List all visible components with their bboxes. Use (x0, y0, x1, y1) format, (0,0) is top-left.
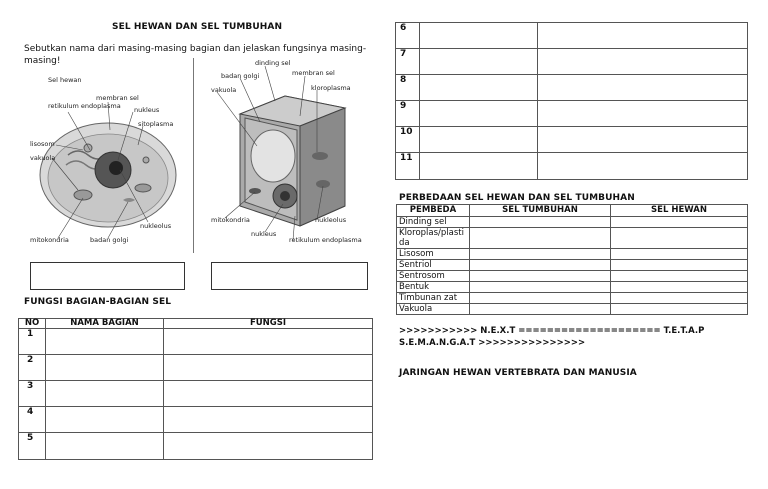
plant-label-membran: membran sel (292, 69, 335, 77)
sel-hewan-cell[interactable] (611, 282, 748, 293)
plant-label-vakuola: vakuola (211, 86, 237, 94)
row-number: 1 (19, 329, 46, 355)
label-sitoplasma: sitoplasma (138, 120, 174, 128)
header-fungsi: FUNGSI (164, 319, 373, 329)
sel-hewan-cell[interactable] (611, 217, 748, 228)
row-number: 2 (19, 355, 46, 381)
table-row (397, 260, 748, 271)
sel-hewan-cell[interactable] (611, 249, 748, 260)
table-row (396, 153, 748, 180)
plant-label-nukleus: nukleus (251, 230, 277, 238)
pembeda-cell: Sentriol (397, 260, 470, 271)
fungsi-cell[interactable] (538, 75, 748, 101)
row-number: 10 (396, 127, 420, 153)
nama-bagian-cell[interactable] (46, 407, 164, 433)
label-nukleus: nukleus (134, 106, 160, 114)
sel-hewan-cell[interactable] (611, 293, 748, 304)
row-number: 3 (19, 381, 46, 407)
plant-label-nukleolus: nukleolus (315, 216, 347, 224)
pembeda-cell: Timbunan zat (397, 293, 470, 304)
table-row (397, 217, 748, 228)
sel-hewan-cell[interactable] (611, 304, 748, 315)
row-number: 5 (19, 433, 46, 460)
sel-tumbuhan-cell[interactable] (470, 249, 611, 260)
table-row (396, 101, 748, 127)
fungsi-cell[interactable] (164, 381, 373, 407)
pembeda-cell: Kloroplas/plastida (397, 228, 470, 249)
answer-box-plant-cell[interactable] (211, 262, 368, 290)
row-number: 4 (19, 407, 46, 433)
plant-label-mitokondria: mitokondria (211, 216, 250, 224)
label-retikulum: retikulum endoplasma (48, 102, 121, 110)
nama-bagian-cell[interactable] (420, 153, 538, 180)
sel-tumbuhan-cell[interactable] (470, 271, 611, 282)
pembeda-cell: Bentuk (397, 282, 470, 293)
table-row (397, 228, 748, 249)
nama-bagian-cell[interactable] (46, 355, 164, 381)
nama-bagian-cell[interactable] (46, 433, 164, 460)
next-line-2: S.E.M.A.N.G.A.T >>>>>>>>>>>>>>> (399, 338, 586, 348)
sel-hewan-cell[interactable] (611, 228, 748, 249)
sel-tumbuhan-cell[interactable] (470, 260, 611, 271)
plant-cell-illustration (205, 56, 370, 256)
plant-label-golgi: badan golgi (221, 72, 260, 80)
table-row (397, 249, 748, 260)
instruction-text: Sebutkan nama dari masing-masing bagian dan jelaskan fungsinya masing-masing! (24, 44, 367, 66)
label-lisosom: lisosom (30, 140, 55, 148)
row-number: 7 (396, 49, 420, 75)
table-row (397, 282, 748, 293)
nama-bagian-cell[interactable] (420, 75, 538, 101)
nama-bagian-cell[interactable] (46, 329, 164, 355)
row-number: 9 (396, 101, 420, 127)
header-no: NO (19, 319, 46, 329)
label-vakuola: vakuola (30, 154, 56, 162)
header-sel-tumbuhan: SEL TUMBUHAN (470, 205, 611, 217)
table-row (397, 304, 748, 315)
table-row (396, 23, 748, 49)
table-row (19, 329, 373, 355)
section-perbedaan-heading: PERBEDAAN SEL HEWAN DAN SEL TUMBUHAN (399, 193, 635, 203)
table-row (397, 271, 748, 282)
fungsi-cell[interactable] (164, 355, 373, 381)
fungsi-cell[interactable] (164, 407, 373, 433)
table-row (19, 355, 373, 381)
fungsi-cell[interactable] (538, 49, 748, 75)
plant-label-retikulum: retikulum endoplasma (289, 236, 362, 244)
label-nukleolus: nukleolus (140, 222, 172, 230)
row-number: 6 (396, 23, 420, 49)
section-fungsi-heading: FUNGSI BAGIAN-BAGIAN SEL (24, 297, 172, 307)
table-row (397, 293, 748, 304)
sel-tumbuhan-cell[interactable] (470, 293, 611, 304)
nama-bagian-cell[interactable] (420, 101, 538, 127)
sel-hewan-cell[interactable] (611, 271, 748, 282)
sel-hewan-cell[interactable] (611, 260, 748, 271)
header-nama-bagian: NAMA BAGIAN (46, 319, 164, 329)
plant-label-kloroplasma: kloroplasma (311, 84, 351, 92)
table-row (19, 407, 373, 433)
image-divider (193, 58, 194, 253)
sel-tumbuhan-cell[interactable] (470, 282, 611, 293)
perbedaan-table (396, 204, 748, 315)
header-sel-hewan: SEL HEWAN (611, 205, 748, 217)
animal-cell-illustration (28, 70, 193, 250)
fungsi-cell[interactable] (538, 127, 748, 153)
animal-cell-heading: Sel hewan (48, 76, 82, 84)
fungsi-cell[interactable] (164, 329, 373, 355)
fungsi-cell[interactable] (164, 433, 373, 460)
fungsi-cell[interactable] (538, 101, 748, 127)
nama-bagian-cell[interactable] (420, 127, 538, 153)
row-number: 8 (396, 75, 420, 101)
label-membran: membran sel (96, 94, 139, 102)
next-topic: JARINGAN HEWAN VERTEBRATA DAN MANUSIA (399, 368, 637, 378)
pembeda-cell: Sentrosom (397, 271, 470, 282)
fungsi-table-continued (395, 22, 748, 180)
answer-box-animal-cell[interactable] (30, 262, 185, 290)
table-row (396, 75, 748, 101)
pembeda-cell: Dinding sel (397, 217, 470, 228)
header-pembeda: PEMBEDA (397, 205, 470, 217)
nama-bagian-cell[interactable] (46, 381, 164, 407)
label-badan-golgi: badan golgi (90, 236, 129, 244)
nama-bagian-cell[interactable] (420, 49, 538, 75)
pembeda-cell: Vakuola (397, 304, 470, 315)
fungsi-cell[interactable] (538, 23, 748, 49)
fungsi-cell[interactable] (538, 153, 748, 180)
table-row (396, 127, 748, 153)
sel-tumbuhan-cell[interactable] (470, 228, 611, 249)
page-title: SEL HEWAN DAN SEL TUMBUHAN (112, 22, 283, 32)
sel-tumbuhan-cell[interactable] (470, 304, 611, 315)
table-row (19, 381, 373, 407)
table-row (396, 49, 748, 75)
nama-bagian-cell[interactable] (420, 23, 538, 49)
pembeda-cell: Lisosom (397, 249, 470, 260)
table-row (19, 433, 373, 460)
next-line-1: >>>>>>>>>>> N.E.X.T ==================== T.E.T.A.P (399, 326, 705, 336)
row-number: 11 (396, 153, 420, 180)
label-mitokondria: mitokondria (30, 236, 69, 244)
fungsi-table (18, 318, 373, 460)
sel-tumbuhan-cell[interactable] (470, 217, 611, 228)
plant-label-dinding: dinding sel (255, 59, 291, 67)
